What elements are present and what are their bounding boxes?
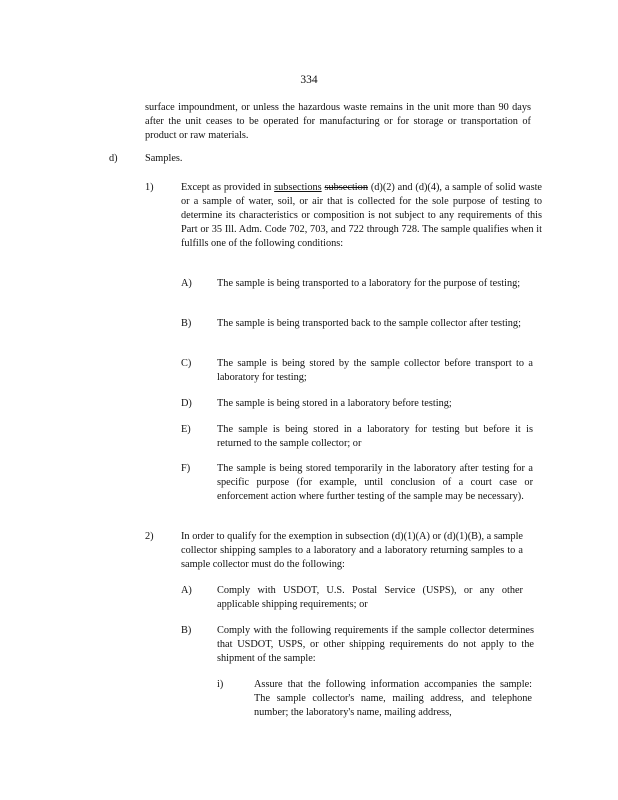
condition-e-label: E) — [181, 424, 191, 435]
item-2bi-text: Assure that the following information accompanies the sample: The sample collector's name, mailing address, and telephone number; the laboratory's name, mailing address, — [254, 679, 535, 718]
item-2-label: 2) — [145, 531, 154, 542]
condition-d-label: D) — [181, 398, 192, 409]
section-d-title: Samples. — [145, 153, 183, 164]
inserted-text: subsections — [274, 182, 322, 193]
item-1-text-mid: (d)(2) and (d)(4) — [367, 182, 440, 193]
item-2bi-label: i) — [217, 679, 224, 690]
item-2b-text: Comply with the following requirements if the sample collector determines that USDOT, USPS, or other shipping requirements do not apply to the shipment of the sample: — [217, 625, 537, 664]
page-number: 334 — [300, 74, 318, 86]
item-1-text-post: , a sample of solid waste or a sample of water, soil, or air that is collected for the sole purpose of testing to determine its characteristics or composition is not subject to any requirements of this Part or 35 Ill. Adm. Code 702, 703, and 722 through 728. The sample qualifies when it fulfills one of the following conditions: — [181, 182, 545, 249]
struck-text: subsection — [324, 182, 368, 193]
intro-paragraph: surface impoundment, or unless the hazardous waste remains in the unit more than 90 days after the unit ceases to be operated for manufacturing or for storage or transportation of product or raw materials. — [145, 102, 534, 141]
condition-f-text: The sample is being stored temporarily in the laboratory after testing for a specific purpose (for example, until conclusion of a court case or enforcement action where further testing of the sample may be necessary). — [217, 463, 536, 502]
condition-e-text: The sample is being stored in a laboratory for testing but before it is returned to the sample collector; or — [217, 424, 536, 449]
condition-a-label: A) — [181, 278, 192, 289]
condition-f-label: F) — [181, 463, 191, 474]
item-2a-text: Comply with USDOT, U.S. Postal Service (USPS), or any other applicable shipping requirements; or — [217, 585, 526, 610]
item-2b-label: B) — [181, 625, 192, 636]
condition-d-text: The sample is being stored in a laboratory before testing; — [217, 398, 452, 409]
condition-c-label: C) — [181, 358, 192, 369]
condition-b-text: The sample is being transported back to the sample collector after testing; — [217, 318, 521, 329]
item-2-text: In order to qualify for the exemption in subsection (d)(1)(A) or (d)(1)(B), a sample collector shipping samples to a laboratory and a laboratory returning samples to a sample collector must do the following: — [181, 531, 526, 570]
item-1-text-pre: Except as provided in — [181, 182, 275, 193]
condition-a-text: The sample is being transported to a laboratory for the purpose of testing; — [217, 278, 521, 289]
item-1-label: 1) — [145, 182, 154, 193]
item-1-paragraph — [181, 181, 545, 251]
section-d-label: d) — [109, 153, 118, 164]
condition-c-text: The sample is being stored by the sample collector before transport to a laboratory for testing; — [217, 358, 536, 383]
condition-b-label: B) — [181, 318, 192, 329]
item-2a-label: A) — [181, 585, 192, 596]
